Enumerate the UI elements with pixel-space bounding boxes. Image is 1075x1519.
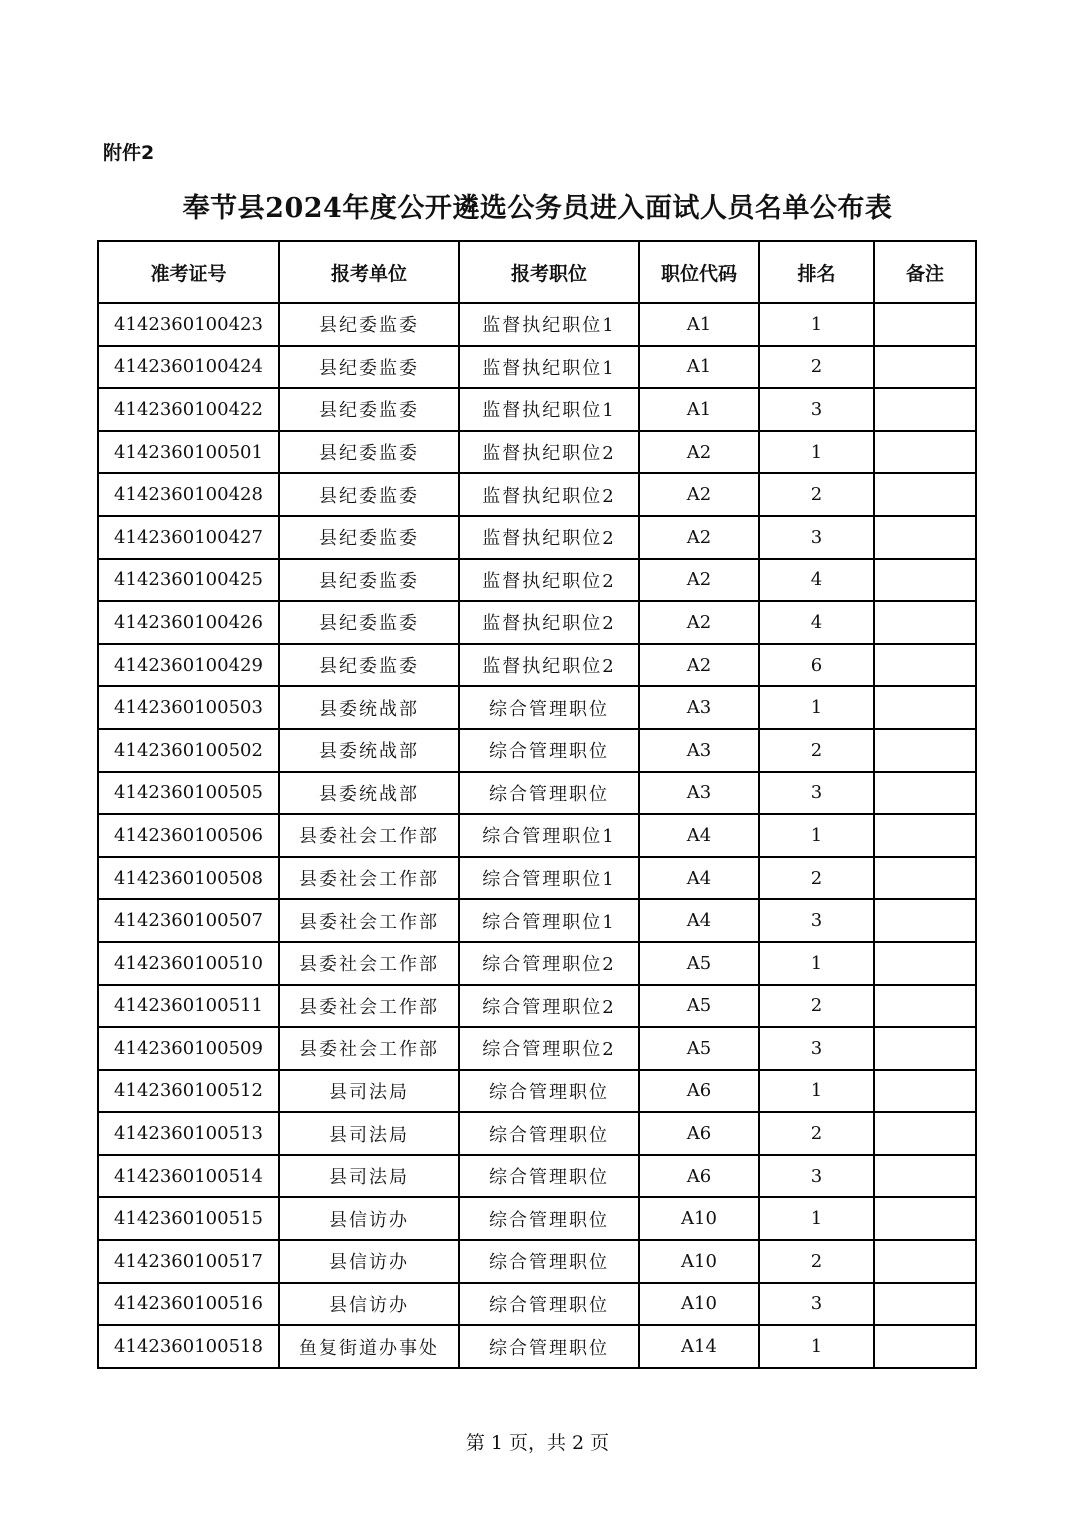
column-header-unit: 报考单位 [279,241,459,303]
unit-cell: 县纪委监委 [279,346,459,389]
rank-cell: 1 [759,431,874,474]
rank-cell: 2 [759,985,874,1028]
remarks-cell [874,985,976,1028]
unit-cell: 县委统战部 [279,686,459,729]
remarks-cell [874,516,976,559]
exam-id-cell: 4142360100518 [98,1325,279,1368]
exam-id-cell: 4142360100506 [98,814,279,857]
remarks-cell [874,686,976,729]
table-row [98,772,976,815]
table-row [98,1240,976,1283]
rank-cell: 1 [759,686,874,729]
unit-cell: 县纪委监委 [279,559,459,602]
position-cell: 综合管理职位2 [459,1027,639,1070]
remarks-cell [874,559,976,602]
table-row [98,1283,976,1326]
exam-id-cell: 4142360100510 [98,942,279,985]
exam-id-cell: 4142360100513 [98,1112,279,1155]
table-row [98,601,976,644]
position-cell: 综合管理职位1 [459,899,639,942]
remarks-cell [874,1197,976,1240]
position-cell: 综合管理职位 [459,1155,639,1198]
remarks-cell [874,1112,976,1155]
unit-cell: 县纪委监委 [279,644,459,687]
position-code-cell: A3 [639,772,759,815]
position-code-cell: A10 [639,1197,759,1240]
position-cell: 综合管理职位 [459,686,639,729]
position-code-cell: A2 [639,644,759,687]
table-row [98,559,976,602]
position-cell: 综合管理职位 [459,1070,639,1113]
rank-cell: 1 [759,303,874,346]
unit-cell: 县信访办 [279,1283,459,1326]
position-cell: 综合管理职位 [459,729,639,772]
exam-id-cell: 4142360100423 [98,303,279,346]
table-row [98,942,976,985]
rank-cell: 3 [759,772,874,815]
rank-cell: 1 [759,1325,874,1368]
remarks-cell [874,942,976,985]
unit-cell: 县司法局 [279,1112,459,1155]
unit-cell: 县纪委监委 [279,473,459,516]
position-code-cell: A2 [639,473,759,516]
table-row [98,899,976,942]
table-row [98,1027,976,1070]
column-header-position: 报考职位 [459,241,639,303]
exam-id-cell: 4142360100425 [98,559,279,602]
remarks-cell [874,303,976,346]
position-code-cell: A2 [639,559,759,602]
table-row [98,516,976,559]
rank-cell: 1 [759,942,874,985]
position-code-cell: A6 [639,1155,759,1198]
position-cell: 综合管理职位1 [459,857,639,900]
position-cell: 监督执纪职位2 [459,644,639,687]
position-cell: 监督执纪职位2 [459,601,639,644]
exam-id-cell: 4142360100501 [98,431,279,474]
unit-cell: 县委社会工作部 [279,985,459,1028]
table-row [98,985,976,1028]
exam-id-cell: 4142360100424 [98,346,279,389]
unit-cell: 县司法局 [279,1155,459,1198]
exam-id-cell: 4142360100511 [98,985,279,1028]
table-row [98,857,976,900]
remarks-cell [874,1325,976,1368]
rank-cell: 3 [759,1155,874,1198]
rank-cell: 2 [759,1112,874,1155]
rank-cell: 2 [759,857,874,900]
position-code-cell: A5 [639,1027,759,1070]
position-code-cell: A14 [639,1325,759,1368]
position-cell: 综合管理职位 [459,1112,639,1155]
position-cell: 监督执纪职位2 [459,431,639,474]
rank-cell: 4 [759,559,874,602]
position-code-cell: A2 [639,431,759,474]
rank-cell: 1 [759,814,874,857]
exam-id-cell: 4142360100512 [98,1070,279,1113]
rank-cell: 2 [759,473,874,516]
remarks-cell [874,346,976,389]
position-code-cell: A1 [639,388,759,431]
unit-cell: 县委统战部 [279,729,459,772]
page-indicator: 第 1 页，共 2 页 [465,1432,610,1454]
position-code-cell: A5 [639,985,759,1028]
position-cell: 综合管理职位2 [459,985,639,1028]
position-cell: 综合管理职位 [459,1240,639,1283]
table-row [98,1197,976,1240]
remarks-cell [874,1070,976,1113]
unit-cell: 县纪委监委 [279,431,459,474]
position-cell: 监督执纪职位2 [459,559,639,602]
unit-cell: 县委统战部 [279,772,459,815]
rank-cell: 2 [759,346,874,389]
position-code-cell: A3 [639,729,759,772]
table-row [98,1112,976,1155]
position-code-cell: A4 [639,857,759,900]
rank-cell: 2 [759,729,874,772]
rank-cell: 3 [759,516,874,559]
position-cell: 监督执纪职位1 [459,388,639,431]
unit-cell: 鱼复街道办事处 [279,1325,459,1368]
exam-id-cell: 4142360100427 [98,516,279,559]
column-header-remarks: 备注 [874,241,976,303]
position-code-cell: A10 [639,1283,759,1326]
position-cell: 综合管理职位 [459,1325,639,1368]
rank-cell: 1 [759,1070,874,1113]
rank-cell: 4 [759,601,874,644]
position-code-cell: A6 [639,1112,759,1155]
rank-cell: 3 [759,1027,874,1070]
page-title: 奉节县2024年度公开遴选公务员进入面试人员名单公布表 [182,193,893,224]
position-cell: 综合管理职位 [459,1197,639,1240]
exam-id-cell: 4142360100508 [98,857,279,900]
table-body [98,303,976,1368]
position-cell: 综合管理职位 [459,772,639,815]
unit-cell: 县委社会工作部 [279,942,459,985]
remarks-cell [874,644,976,687]
exam-id-cell: 4142360100515 [98,1197,279,1240]
unit-cell: 县信访办 [279,1197,459,1240]
remarks-cell [874,473,976,516]
position-cell: 综合管理职位 [459,1283,639,1326]
exam-id-cell: 4142360100503 [98,686,279,729]
remarks-cell [874,1155,976,1198]
remarks-cell [874,1283,976,1326]
unit-cell: 县司法局 [279,1070,459,1113]
position-cell: 综合管理职位1 [459,814,639,857]
table-header-row [98,241,976,303]
position-code-cell: A1 [639,303,759,346]
exam-id-cell: 4142360100517 [98,1240,279,1283]
remarks-cell [874,772,976,815]
position-cell: 监督执纪职位1 [459,346,639,389]
exam-id-cell: 4142360100509 [98,1027,279,1070]
table-row [98,1155,976,1198]
position-code-cell: A5 [639,942,759,985]
rank-cell: 6 [759,644,874,687]
exam-id-cell: 4142360100507 [98,899,279,942]
unit-cell: 县委社会工作部 [279,814,459,857]
attachment-label: 附件2 [103,142,155,164]
remarks-cell [874,1027,976,1070]
position-cell: 监督执纪职位1 [459,303,639,346]
table-row [98,644,976,687]
exam-id-cell: 4142360100502 [98,729,279,772]
exam-id-cell: 4142360100422 [98,388,279,431]
position-code-cell: A4 [639,814,759,857]
table-row [98,814,976,857]
table-row [98,729,976,772]
table-row [98,1325,976,1368]
unit-cell: 县纪委监委 [279,601,459,644]
position-code-cell: A6 [639,1070,759,1113]
remarks-cell [874,388,976,431]
table-row [98,473,976,516]
table-row [98,303,976,346]
exam-id-cell: 4142360100429 [98,644,279,687]
unit-cell: 县委社会工作部 [279,1027,459,1070]
position-cell: 综合管理职位2 [459,942,639,985]
remarks-cell [874,899,976,942]
remarks-cell [874,431,976,474]
position-code-cell: A1 [639,346,759,389]
exam-id-cell: 4142360100505 [98,772,279,815]
table-row [98,1070,976,1113]
position-code-cell: A2 [639,516,759,559]
unit-cell: 县纪委监委 [279,388,459,431]
remarks-cell [874,601,976,644]
rank-cell: 2 [759,1240,874,1283]
position-code-cell: A3 [639,686,759,729]
rank-cell: 3 [759,388,874,431]
position-cell: 监督执纪职位2 [459,473,639,516]
position-code-cell: A4 [639,899,759,942]
unit-cell: 县纪委监委 [279,516,459,559]
table-row [98,388,976,431]
rank-cell: 3 [759,899,874,942]
column-header-rank: 排名 [759,241,874,303]
unit-cell: 县委社会工作部 [279,857,459,900]
column-header-exam-id: 准考证号 [98,241,279,303]
rank-cell: 1 [759,1197,874,1240]
position-code-cell: A2 [639,601,759,644]
position-code-cell: A10 [639,1240,759,1283]
remarks-cell [874,729,976,772]
remarks-cell [874,814,976,857]
unit-cell: 县纪委监委 [279,303,459,346]
table-row [98,346,976,389]
exam-id-cell: 4142360100516 [98,1283,279,1326]
column-header-position-code: 职位代码 [639,241,759,303]
exam-id-cell: 4142360100428 [98,473,279,516]
unit-cell: 县信访办 [279,1240,459,1283]
exam-id-cell: 4142360100514 [98,1155,279,1198]
unit-cell: 县委社会工作部 [279,899,459,942]
remarks-cell [874,857,976,900]
exam-id-cell: 4142360100426 [98,601,279,644]
rank-cell: 3 [759,1283,874,1326]
table-row [98,431,976,474]
remarks-cell [874,1240,976,1283]
candidate-table [97,240,977,1369]
table-row [98,686,976,729]
position-cell: 监督执纪职位2 [459,516,639,559]
